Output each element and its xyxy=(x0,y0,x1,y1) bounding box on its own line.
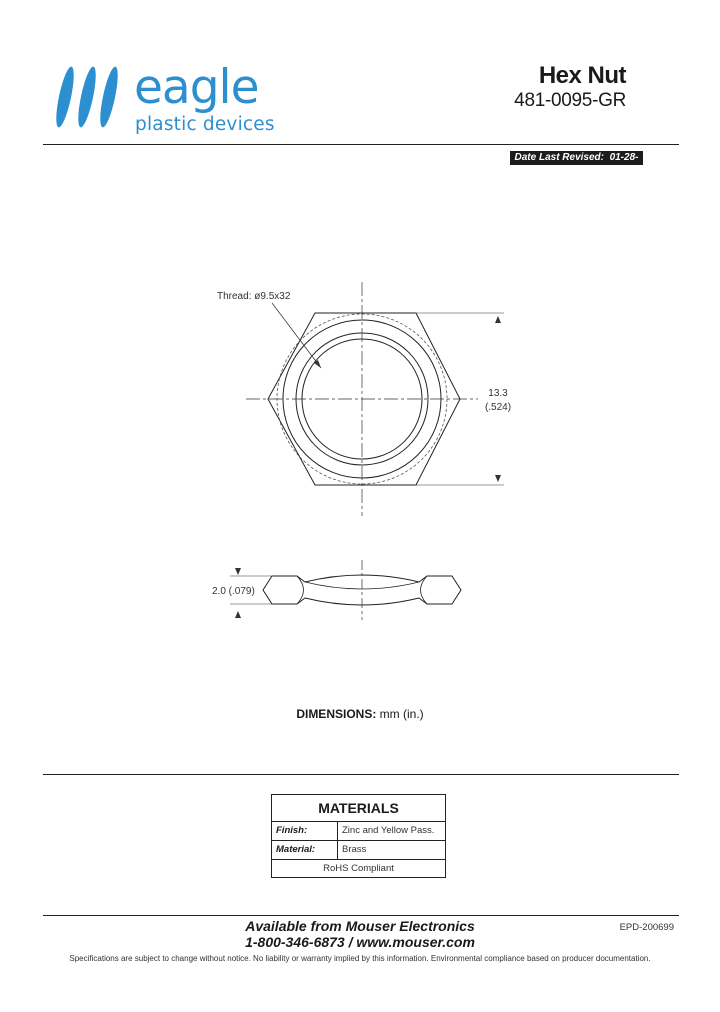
rohs-compliance: RoHS Compliant xyxy=(323,863,394,874)
materials-row-key: Finish: xyxy=(272,822,338,840)
part-number: 481-0095-GR xyxy=(514,90,626,111)
footer-divider xyxy=(43,915,679,916)
product-title: Hex Nut xyxy=(538,62,626,89)
thread-label: Thread: ø9.5x32 xyxy=(217,291,291,302)
thickness-arrow-top xyxy=(235,568,241,575)
dimensions-units: mm (in.) xyxy=(379,707,424,721)
available-from: Available from Mouser Electronics xyxy=(245,918,475,934)
materials-row xyxy=(272,822,445,841)
materials-row-key: Material: xyxy=(272,841,338,859)
disclaimer: Specifications are subject to change without notice. No liability or warranty implied by this information. Environmental compliance based on producer documentation. xyxy=(69,954,651,963)
revised-label: Date Last Revised: xyxy=(514,152,604,163)
logo-wordmark: eagle xyxy=(134,60,259,115)
thread-leader-line xyxy=(272,303,321,368)
materials-row-value: Brass xyxy=(342,844,367,855)
dimensions-note xyxy=(0,707,720,721)
thickness-label: 2.0 (.079) xyxy=(212,586,255,597)
availability-block xyxy=(0,918,720,950)
materials-row xyxy=(272,841,445,860)
materials-heading: MATERIALS xyxy=(272,795,445,822)
revised-date: 01-28-08 xyxy=(570,152,639,177)
side-view xyxy=(212,560,461,620)
materials-compliance-row xyxy=(272,860,445,878)
height-mm-label: 13.3 xyxy=(488,388,508,399)
thickness-arrow-bottom xyxy=(235,611,241,618)
logo-tagline: plastic devices xyxy=(135,114,275,135)
section-divider xyxy=(43,774,679,775)
contact-info: 1-800-346-6873 / www.mouser.com xyxy=(245,934,475,950)
materials-table xyxy=(271,794,446,878)
height-arrow-bottom xyxy=(495,475,501,482)
height-arrow-top xyxy=(495,316,501,323)
dimensions-label: DIMENSIONS: xyxy=(296,707,377,721)
height-in-label: (.524) xyxy=(484,402,512,413)
epd-number: EPD-200699 xyxy=(619,922,674,933)
materials-row-value: Zinc and Yellow Pass. xyxy=(342,825,435,836)
